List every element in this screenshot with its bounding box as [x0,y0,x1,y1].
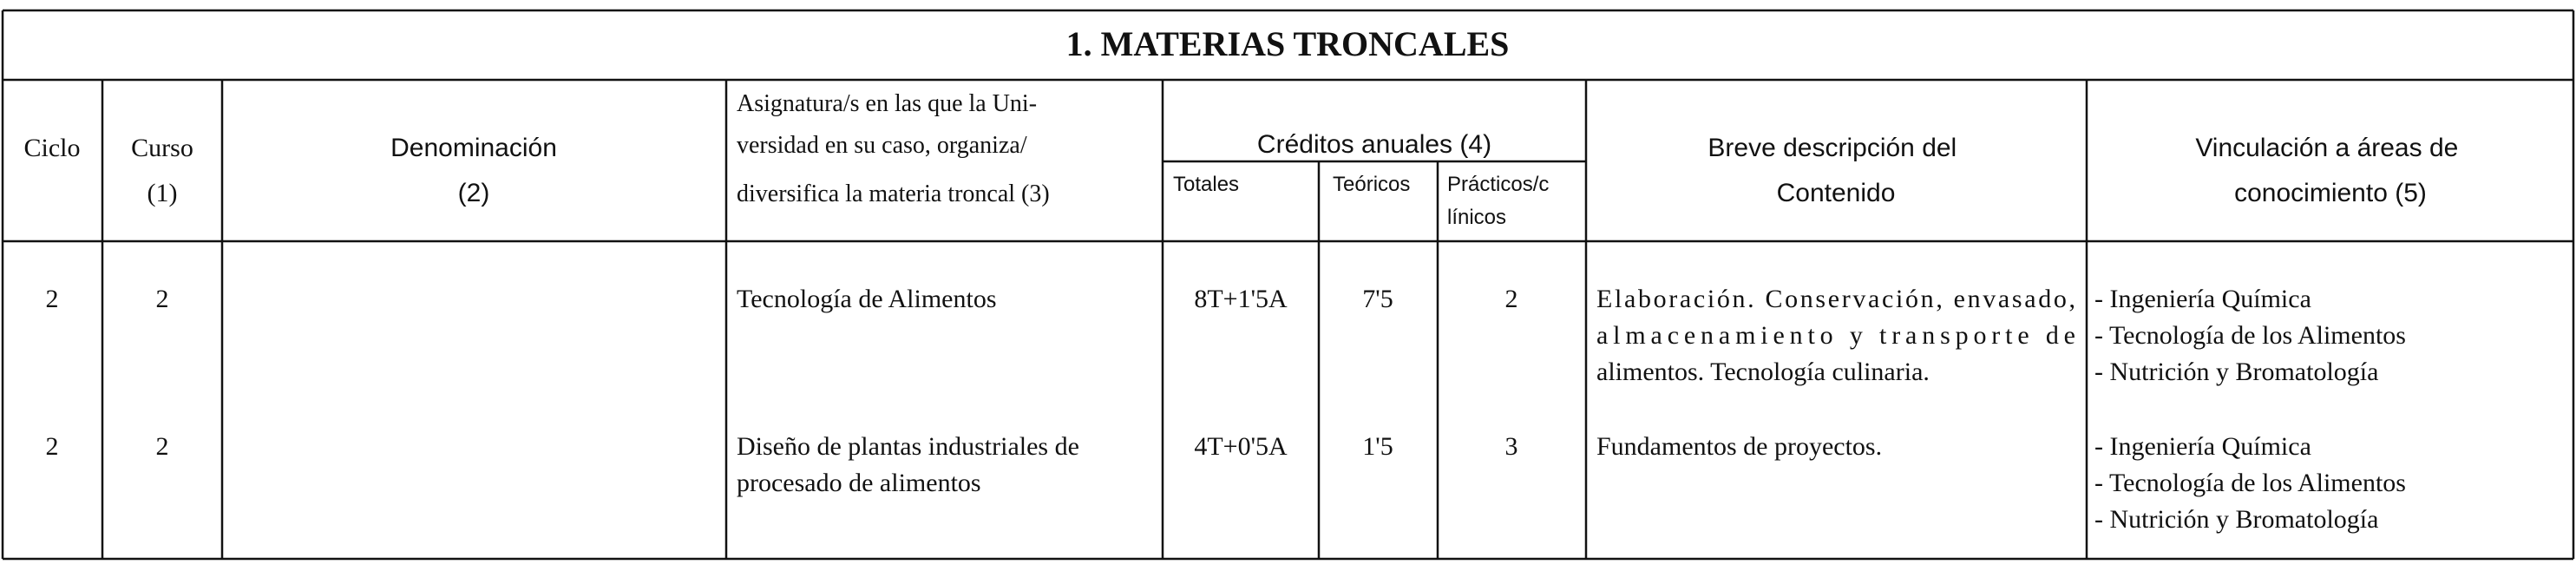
header-asignatura-line: Asignatura/s en las que la Uni- [737,90,1038,117]
header-vinculacion [2195,134,2465,207]
header-descripcion-line: Breve descripción del [1708,134,1957,162]
header-asignatura-line: versidad en su caso, organiza/ [737,132,1027,159]
cell-area-line: - Tecnología de los Alimentos [2094,469,2406,497]
cell-asignatura-line: Tecnología de Alimentos [737,285,997,313]
cell-descripcion-line: alimentos. Tecnología culinaria. [1596,358,1930,386]
cell-totales: 4T+0'5A [1194,432,1288,461]
cell-curso: 2 [155,432,169,461]
header-asignatura [737,90,1050,207]
header-denominacion-note: (2) [457,179,490,207]
header-descripcion-line: Contenido [1776,179,1896,207]
header-practicos [1447,173,1555,229]
cell-asignatura-line: Diseño de plantas industriales de [737,432,1079,461]
header-asignatura-line: diversifica la materia troncal (3) [737,180,1050,207]
cell-practicos: 2 [1504,285,1518,313]
cell-totales: 8T+1'5A [1194,285,1288,313]
cell-asignatura [737,285,997,313]
header-vinculacion-line: Vinculación a áreas de [2195,134,2459,162]
cell-area-line: - Nutrición y Bromatología [2094,358,2379,386]
header-denominacion: Denominación [390,134,557,162]
cell-areas [2094,432,2412,534]
cell-ciclo: 2 [45,432,59,461]
header-teoricos: Teóricos [1333,173,1411,196]
cell-teoricos: 7'5 [1362,285,1393,313]
header-curso: Curso [131,134,193,162]
cell-area-line: - Tecnología de los Alimentos [2094,321,2406,350]
cell-descripcion-line: almacenamiento y transporte de [1596,321,2075,350]
header-curso-note: (1) [147,179,178,207]
cell-descripcion-line: Elaboración. Conservación, envasado, [1596,285,2075,313]
header-practicos-line: Prácticos/c [1447,173,1550,196]
cell-curso: 2 [155,285,169,313]
cell-teoricos: 1'5 [1362,432,1393,461]
header-practicos-line: línicos [1447,206,1507,229]
page-title: 1. MATERIAS TRONCALES [1065,24,1510,63]
cell-area-line: - Ingeniería Química [2094,285,2311,313]
cell-descripcion [1596,432,1882,461]
cell-practicos: 3 [1504,432,1518,461]
cell-descripcion-line: Fundamentos de proyectos. [1596,432,1883,461]
header-vinculacion-line: conocimiento (5) [2234,179,2427,207]
header-descripcion [1708,134,1963,207]
cell-asignatura-line: procesado de alimentos [737,469,981,497]
cell-area-line: - Ingeniería Química [2094,432,2311,461]
header-ciclo: Ciclo [23,134,81,162]
header-totales: Totales [1173,173,1240,196]
header-creditos: Créditos anuales (4) [1256,130,1492,159]
cell-ciclo: 2 [45,285,59,313]
table-row [46,432,2413,534]
cell-areas [2094,285,2412,386]
table-row [46,285,2413,386]
cell-asignatura [737,432,1085,497]
cell-descripcion [1596,285,2087,386]
cell-area-line: - Nutrición y Bromatología [2094,505,2379,534]
